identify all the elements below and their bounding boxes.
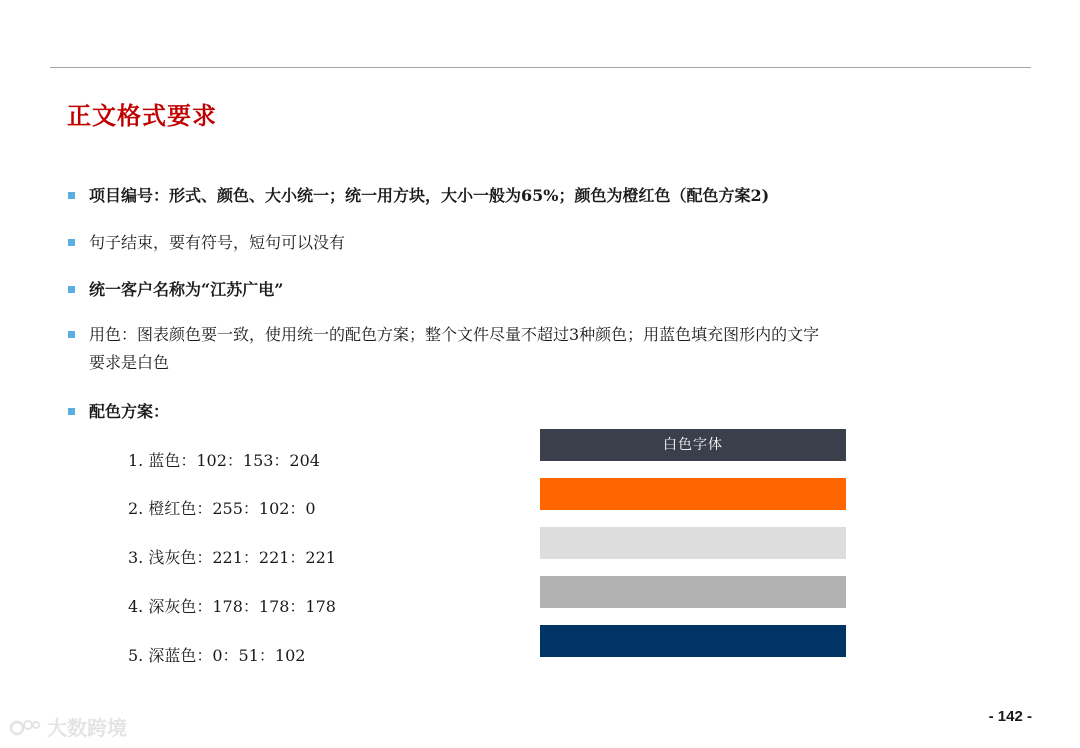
bullet-square-icon [68,408,75,415]
color-scheme-item: 2. 橙红色：255：102：0 [128,499,316,518]
bullet-text: 句子结束，要有符号，短句可以没有 [89,233,346,252]
bullet-text-line2: 要求是白色 [89,353,170,372]
color-scheme-item: 3. 浅灰色：221：221：221 [128,548,336,567]
color-swatch-light-gray [540,527,846,559]
bullet-text: 统一客户名称为“江苏广电” [89,280,284,299]
color-swatch-navy [540,625,846,657]
bullet-square-icon [68,286,75,293]
color-swatch-dark-slate [540,429,846,461]
swatch-label: 白色字体 [663,437,723,453]
top-divider [50,67,1031,68]
watermark [10,712,127,741]
color-scheme-item: 5. 深蓝色：0：51：102 [128,646,306,665]
color-scheme-item: 1. 蓝色：102：153：204 [128,451,320,470]
color-swatch-dark-gray [540,576,846,608]
bullet-text: 项目编号：形式、颜色、大小统一；统一用方块，大小一般为65%；颜色为橙红色（配色方案2) [89,186,770,205]
bullet-text-line1: 用色：图表颜色要一致，使用统一的配色方案；整个文件尽量不超过3种颜色；用蓝色填充图形内的文字 [89,325,820,344]
color-swatch-orange [540,478,846,510]
bullet-text: 配色方案： [89,402,170,421]
watermark-logo-icon [10,717,40,739]
bullet-square-icon [68,239,75,246]
bullet-square-icon [68,331,75,338]
page-title: 正文格式要求 [67,101,217,130]
page-number: - 142 - [988,708,1032,725]
watermark-text: 大数跨境 [46,716,127,740]
color-scheme-item: 4. 深灰色：178：178：178 [128,597,336,616]
bullet-square-icon [68,192,75,199]
